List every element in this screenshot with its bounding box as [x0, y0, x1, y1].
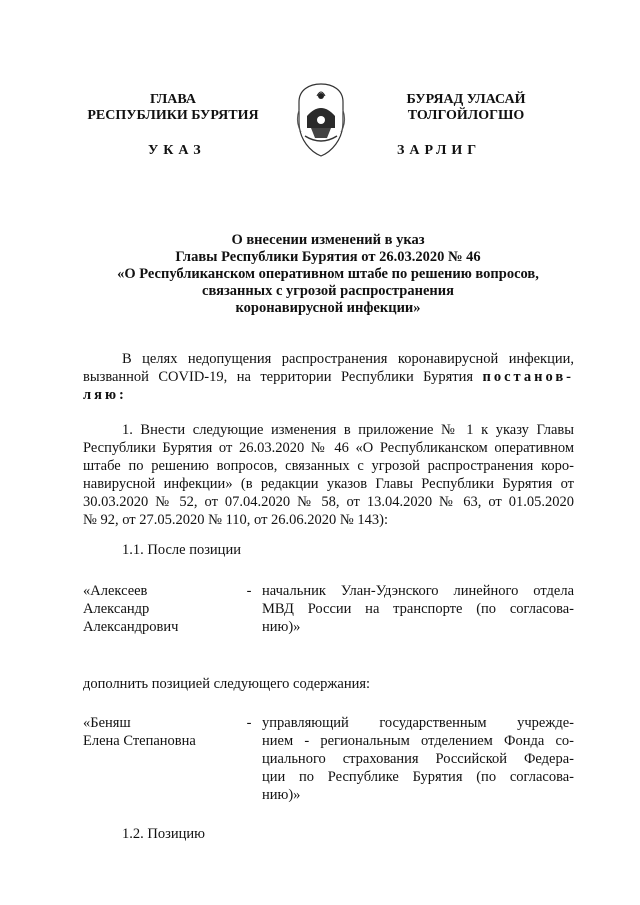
member-position-line: нию)» [262, 787, 301, 803]
item-1-2-paragraph [83, 825, 574, 843]
header-right-title [366, 92, 566, 124]
item-1-1-paragraph [83, 541, 574, 559]
member-name-line: «Алексеев [83, 583, 148, 599]
preamble-line: В целях недопущения распространения коронавирусной инфекции, [122, 351, 574, 367]
title-line: Главы Республики Бурятия от 26.03.2020 № 46 [175, 249, 481, 265]
header-left-title [73, 92, 273, 124]
member-position-line: начальник Улан-Удэнского линейного отдела [262, 583, 574, 599]
member-name-line: «Беняш [83, 715, 131, 731]
decree-keyword: постанов- [482, 369, 574, 385]
member-name-line: Елена Степановна [83, 733, 196, 749]
item-1-paragraph [83, 421, 574, 529]
item-1-1-text: 1.1. После позиции [122, 542, 241, 558]
member-position-line: ции по Республике Бурятия (по согласова- [262, 769, 574, 785]
title-line: «О Республиканском оперативном штабе по решению вопросов, [117, 266, 539, 282]
item-1-line: № 92, от 27.05.2020 № 110, от 26.06.2020 № 143): [83, 512, 388, 528]
document-kind-ru: УКАЗ [148, 143, 206, 158]
item-1-line: 1. Внести следующие изменения в приложение № 1 к указу Главы [122, 422, 574, 438]
member-position [262, 714, 574, 804]
item-1-line: навирусной инфекции» (в редакции указов Главы Республики Бурятия от [83, 476, 574, 492]
document-kind-bua: ЗАРЛИГ [397, 143, 482, 158]
entry-dash: - [246, 715, 252, 731]
header-left-line2: РЕСПУБЛИКИ БУРЯТИЯ [87, 108, 259, 123]
member-position-line: нию)» [262, 619, 301, 635]
entry-dash: - [246, 583, 252, 599]
member-name-line: Александр [83, 601, 150, 617]
member-position-line: МВД России на транспорте (по согласова- [262, 601, 574, 617]
member-position-line: управляющий государственным учрежде- [262, 715, 574, 731]
item-1-line: штабе по решению вопросов, связанных с угрозой распространения коро- [83, 458, 574, 474]
header-left-line1: ГЛАВА [150, 92, 196, 107]
preamble-text: вызванной COVID-19, на территории Республики Бурятия [83, 369, 483, 385]
member-position-line: нием - региональным отделением Фонда со- [262, 733, 574, 749]
supplement-text: дополнить позицией следующего содержания: [83, 676, 371, 692]
member-name-line: Александрович [83, 619, 179, 635]
member-position-line: циального страхования Российской Федера- [262, 751, 574, 767]
preamble-line [83, 368, 574, 386]
title-line: О внесении изменений в указ [231, 232, 425, 248]
member-name [83, 582, 243, 636]
member-name [83, 714, 243, 750]
title-line: коронавирусной инфекции» [235, 300, 421, 316]
decree-keyword-end: ляю: [83, 387, 127, 403]
coat-of-arms-icon [291, 82, 351, 158]
decree-title [80, 232, 576, 317]
member-position [262, 582, 574, 636]
header-right-line2: ТОЛГОЙЛОГШО [407, 108, 525, 123]
item-1-line: 30.03.2020 № 52, от 07.04.2020 № 58, от 13.04.2020 № 63, от 01.05.2020 [83, 494, 574, 510]
supplement-paragraph [83, 675, 574, 693]
title-line: связанных с угрозой распространения [202, 283, 454, 299]
header-right-line1: БУРЯАД УЛАСАЙ [406, 92, 526, 107]
preamble-paragraph [83, 350, 574, 404]
item-1-2-text: 1.2. Позицию [122, 826, 205, 842]
item-1-line: Республики Бурятия от 26.03.2020 № 46 «О Республиканском оперативном [83, 440, 574, 456]
